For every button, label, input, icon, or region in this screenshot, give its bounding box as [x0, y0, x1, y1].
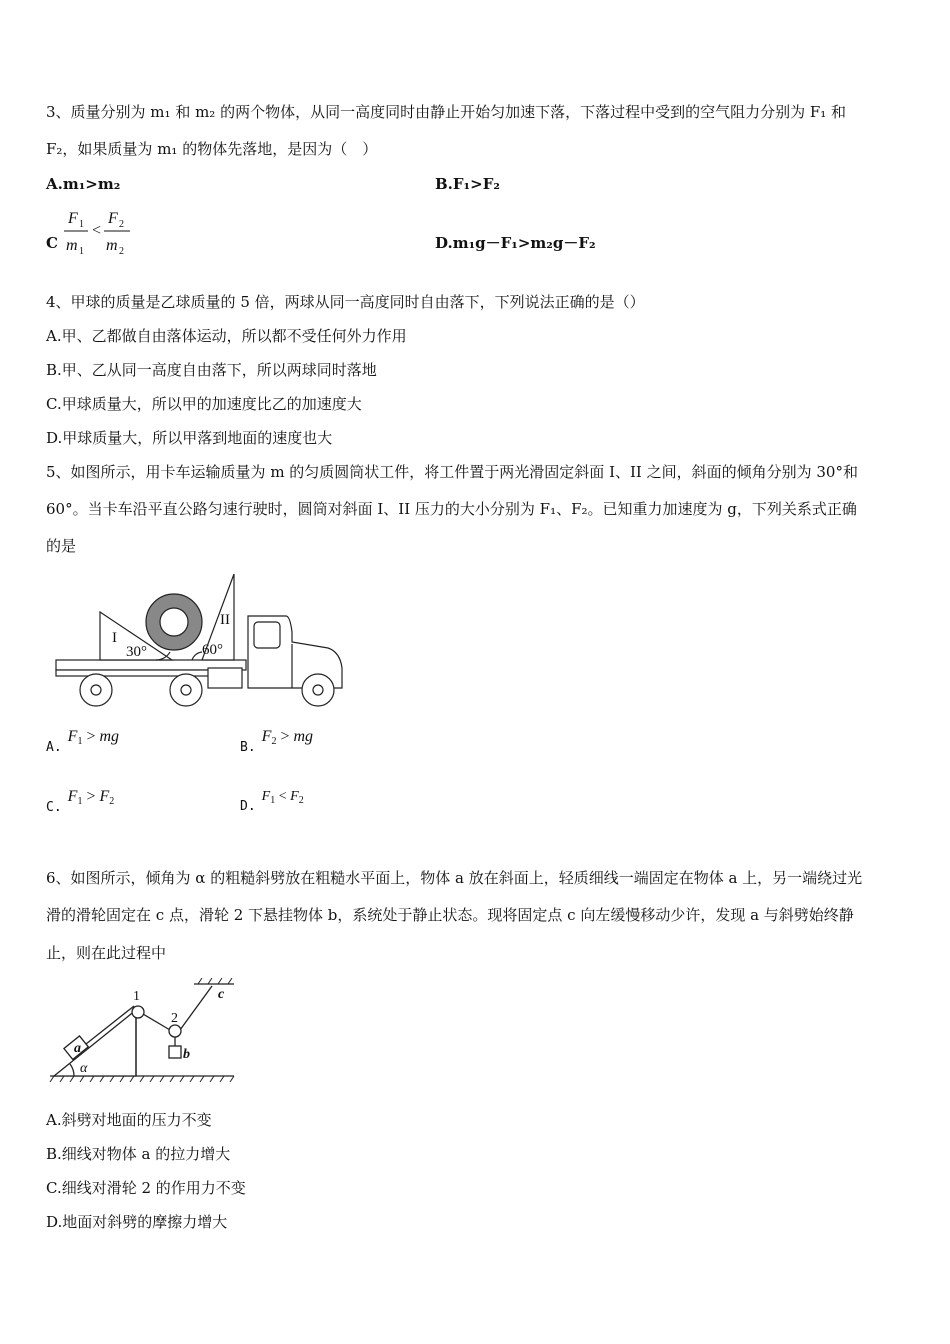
cab-window	[254, 622, 280, 648]
q4-option-c: C.甲球质量大，所以甲的加速度比乙的加速度大	[46, 395, 362, 413]
q4-stem: 4、甲球的质量是乙球质量的 5 倍，两球从同一高度同时自由落下，下列说法正确的是（）	[46, 293, 645, 311]
label-block-b: b	[183, 1047, 190, 1062]
q6-option-d: D.地面对斜劈的摩擦力增大	[46, 1213, 228, 1231]
q4-option-d: D.甲球质量大，所以甲落到地面的速度也大	[46, 429, 333, 447]
q3-c-num1-sub: 1	[79, 219, 84, 230]
pulley-1	[132, 1006, 144, 1018]
q3-option-d: D.m₁g－F₁>m₂g－F₂	[435, 234, 596, 252]
q5-option-a: $A.F_1$ > mg	[46, 728, 120, 755]
q5-truck-figure	[52, 572, 344, 714]
q5-option-b: $B.F_2$ > mg	[240, 728, 314, 755]
q6-option-a: A.斜劈对地面的压力不变	[46, 1111, 212, 1129]
q5-stem-line3: 的是	[46, 537, 77, 555]
q6-option-b: B.细线对物体 a 的拉力增大	[46, 1145, 231, 1163]
q3-c-num1: F	[68, 210, 78, 227]
q3-c-num2: F	[108, 210, 118, 227]
q6-pulley-figure	[46, 978, 240, 1086]
label-incline-ii: II	[220, 612, 230, 628]
q3-option-c-formula	[60, 204, 140, 260]
q6-stem-line3: 止，则在此过程中	[46, 944, 167, 962]
cylinder-inner	[160, 608, 188, 636]
block-b	[169, 1046, 181, 1058]
label-pulley-2: 2	[171, 1011, 178, 1026]
label-point-c: c	[218, 987, 225, 1002]
q5-stem-line2: 60°。当卡车沿平直公路匀速行驶时，圆筒对斜面 I、II 压力的大小分别为 F₁、F₂。已知重力加速度为 g，下列关系式正确	[46, 500, 857, 518]
q6-stem-line2: 滑的滑轮固定在 c 点，滑轮 2 下悬挂物体 b，系统处于静止状态。现将固定点 c 向左缓慢移动少许，发现 a 与斜劈始终静	[46, 906, 854, 924]
wedge	[54, 1010, 136, 1076]
q6-stem-line1: 6、如图所示，倾角为 α 的粗糙斜劈放在粗糙水平面上，物体 a 放在斜面上，轻质细线一端固定在物体 a 上，另一端绕过光	[46, 869, 863, 887]
label-incline-i: I	[112, 630, 117, 646]
q3-option-b: B.F₁>F₂	[435, 175, 500, 193]
label-angle-30: 30°	[126, 644, 147, 660]
label-block-a: a	[74, 1041, 81, 1056]
label-pulley-1: 1	[133, 989, 140, 1004]
q5-stem-line1: 5、如图所示，用卡车运输质量为 m 的匀质圆筒状工件，将工件置于两光滑固定斜面 I、II 之间，斜面的倾角分别为 30°和	[46, 463, 858, 481]
q3-c-den2-sub: 2	[119, 246, 124, 257]
label-angle-60: 60°	[202, 642, 223, 658]
q3-c-den1-sub: 1	[79, 246, 84, 257]
q3-stem-line2: F₂，如果质量为 m₁ 的物体先落地，是因为（ ）	[46, 140, 378, 158]
q5-option-c: $C.F_1 > F_2$	[46, 788, 115, 815]
q3-c-op: <	[92, 222, 102, 239]
q5-option-d: $D.F_1 < F_2$	[240, 789, 304, 814]
q3-option-a: A.m₁>m₂	[46, 175, 121, 193]
q3-c-den1: m	[66, 237, 78, 254]
q4-option-a: A.甲、乙都做自由落体运动，所以都不受任何外力作用	[46, 327, 407, 345]
q3-c-den2: m	[106, 237, 118, 254]
pulley-2	[169, 1025, 181, 1037]
q3-c-num2-sub: 2	[119, 219, 124, 230]
label-angle-alpha: α	[80, 1061, 88, 1076]
q6-option-c: C.细线对滑轮 2 的作用力不变	[46, 1179, 246, 1197]
q4-option-b: B.甲、乙从同一高度自由落下，所以两球同时落地	[46, 361, 377, 379]
q3-stem-line1: 3、质量分别为 m₁ 和 m₂ 的两个物体，从同一高度同时由静止开始匀加速下落，下落过程中受到的空气阻力分别为 F₁ 和	[46, 103, 847, 121]
q3-option-c-label: C	[46, 234, 58, 252]
